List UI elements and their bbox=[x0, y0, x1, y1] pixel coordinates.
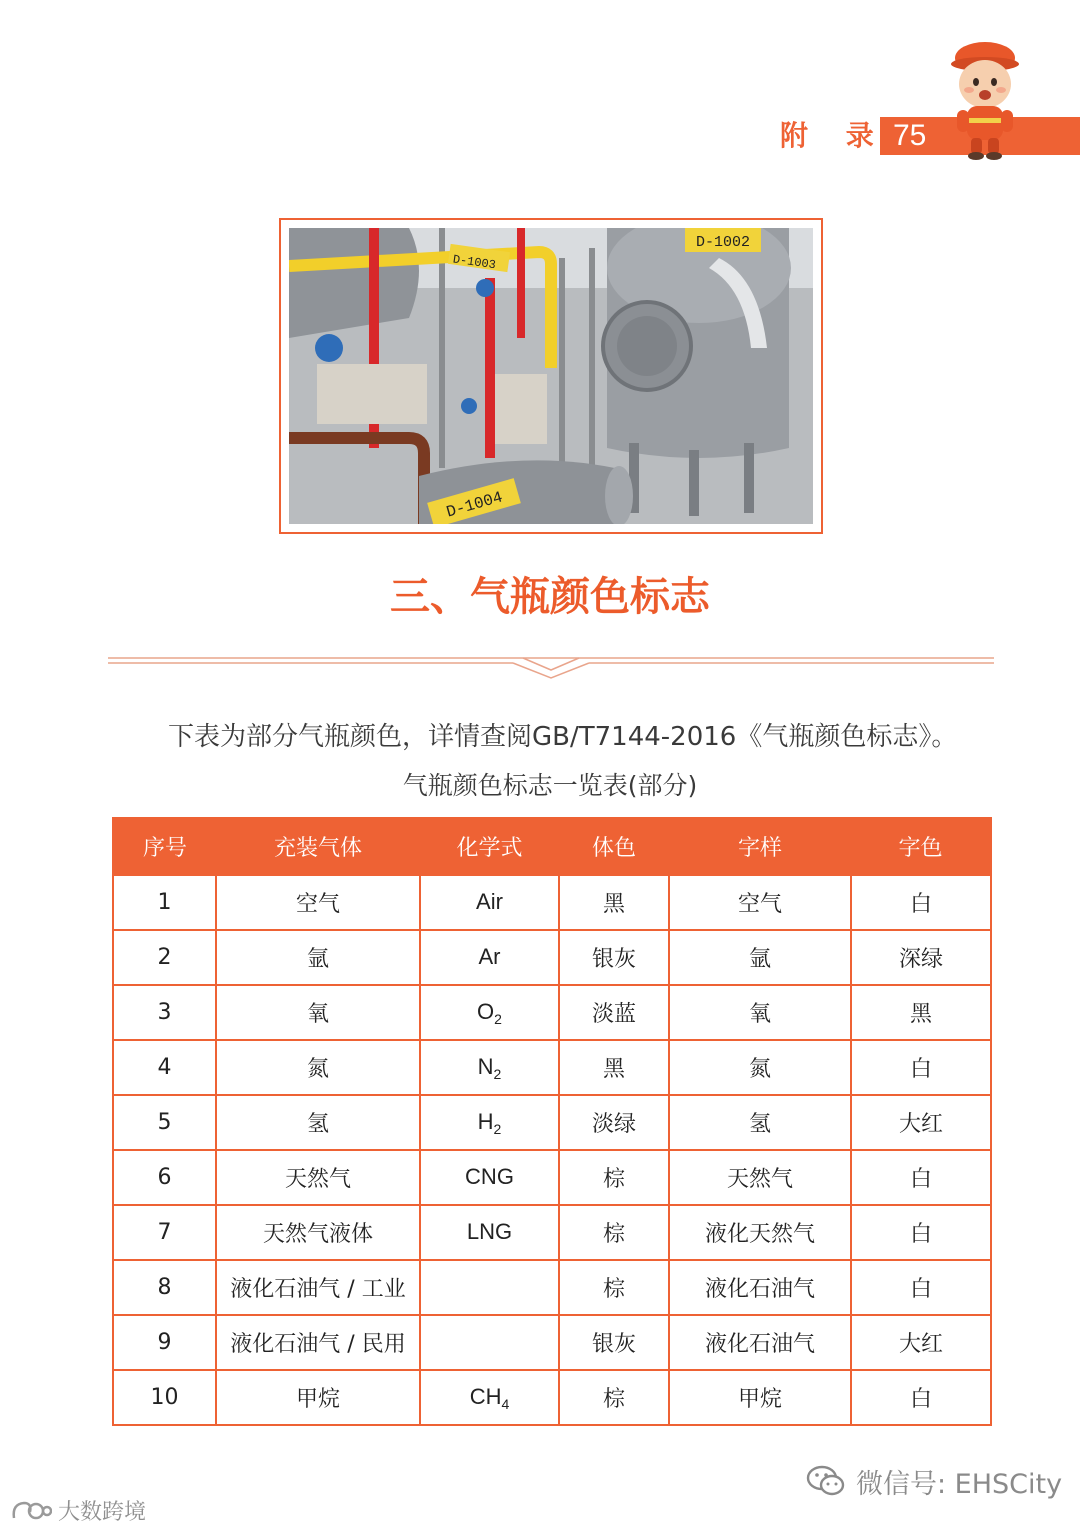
section-heading: 三、气瓶颜色标志 bbox=[390, 574, 710, 620]
cell-formula: $N_2$ bbox=[420, 1040, 559, 1095]
wechat-icon bbox=[806, 1463, 846, 1499]
mascot-illustration bbox=[943, 38, 1027, 160]
header-text-color: 字色 bbox=[851, 818, 991, 875]
cell-text-color: 白 bbox=[851, 1040, 991, 1095]
wechat-watermark bbox=[806, 1459, 1062, 1503]
cell-gas: 空气 bbox=[216, 875, 420, 930]
header-body-color: 体色 bbox=[559, 818, 669, 875]
cell-text-color: 大红 bbox=[851, 1315, 991, 1370]
cell-body-color: 淡绿 bbox=[559, 1095, 669, 1150]
cell-text-color: 深绿 bbox=[851, 930, 991, 985]
cell-body-color: 棕 bbox=[559, 1205, 669, 1260]
cell-no: 1 bbox=[113, 875, 216, 930]
cell-text-color: 白 bbox=[851, 1370, 991, 1425]
tank-label-left: D-1003 bbox=[451, 252, 497, 273]
corner-watermark-text: 大数跨境 bbox=[58, 1500, 147, 1525]
table-row bbox=[113, 875, 991, 930]
cell-formula: $O_2$ bbox=[420, 985, 559, 1040]
cell-body-color: 棕 bbox=[559, 1370, 669, 1425]
cell-gas: 液化石油气 / 工业 bbox=[216, 1260, 420, 1315]
cell-no: 6 bbox=[113, 1150, 216, 1205]
tank-label-top: D-1002 bbox=[695, 234, 751, 251]
cell-gas: 甲烷 bbox=[216, 1370, 420, 1425]
table-row bbox=[113, 1095, 991, 1150]
brand-logo-icon bbox=[10, 1498, 52, 1524]
cell-no: 2 bbox=[113, 930, 216, 985]
cell-body-color: 黑 bbox=[559, 875, 669, 930]
cell-body-color: 黑 bbox=[559, 1040, 669, 1095]
cell-no: 3 bbox=[113, 985, 216, 1040]
cell-formula: $H_2$ bbox=[420, 1095, 559, 1150]
industrial-tank-photo bbox=[289, 228, 813, 524]
cell-body-color: 银灰 bbox=[559, 930, 669, 985]
section-label: 附 录 bbox=[780, 119, 888, 152]
table-row bbox=[113, 1150, 991, 1205]
table-row bbox=[113, 1370, 991, 1425]
cell-text: 氩 bbox=[669, 930, 851, 985]
cell-text: 氧 bbox=[669, 985, 851, 1040]
cell-text-color: 大红 bbox=[851, 1095, 991, 1150]
corner-watermark bbox=[10, 1495, 146, 1526]
intro-text: 下表为部分气瓶颜色，详情查阅GB/T7144-2016《气瓶颜色标志》。 bbox=[168, 722, 958, 752]
cell-no: 5 bbox=[113, 1095, 216, 1150]
cell-text-color: 白 bbox=[851, 1260, 991, 1315]
cell-gas: 液化石油气 / 民用 bbox=[216, 1315, 420, 1370]
table-header-row bbox=[113, 818, 991, 875]
cell-text-color: 白 bbox=[851, 1205, 991, 1260]
cell-text: 液化天然气 bbox=[669, 1205, 851, 1260]
table-row bbox=[113, 930, 991, 985]
header-gas: 充装气体 bbox=[216, 818, 420, 875]
cell-body-color: 银灰 bbox=[559, 1315, 669, 1370]
cell-formula: $CH_4$ bbox=[420, 1370, 559, 1425]
cell-text-color: 白 bbox=[851, 1150, 991, 1205]
cell-no: 9 bbox=[113, 1315, 216, 1370]
cell-text: 氮 bbox=[669, 1040, 851, 1095]
cell-no: 10 bbox=[113, 1370, 216, 1425]
page-number: 75 bbox=[893, 119, 927, 152]
tank-label-bottom: D-1004 bbox=[444, 488, 505, 522]
cell-text: 液化石油气 bbox=[669, 1260, 851, 1315]
cell-text: 空气 bbox=[669, 875, 851, 930]
table-row bbox=[113, 1205, 991, 1260]
cell-body-color: 淡蓝 bbox=[559, 985, 669, 1040]
header-text: 字样 bbox=[669, 818, 851, 875]
cell-gas: 氢 bbox=[216, 1095, 420, 1150]
table-row bbox=[113, 985, 991, 1040]
header-no: 序号 bbox=[113, 818, 216, 875]
table-caption: 气瓶颜色标志一览表(部分) bbox=[402, 771, 698, 800]
cell-formula bbox=[420, 1315, 559, 1370]
table-row bbox=[113, 1260, 991, 1315]
cell-text: 甲烷 bbox=[669, 1370, 851, 1425]
cell-text: 氢 bbox=[669, 1095, 851, 1150]
table-row bbox=[113, 1040, 991, 1095]
cell-text-color: 黑 bbox=[851, 985, 991, 1040]
cell-gas: 氮 bbox=[216, 1040, 420, 1095]
cell-gas: 氧 bbox=[216, 985, 420, 1040]
cell-no: 8 bbox=[113, 1260, 216, 1315]
header-formula: 化学式 bbox=[420, 818, 559, 875]
cell-no: 7 bbox=[113, 1205, 216, 1260]
section-divider bbox=[108, 650, 994, 680]
cell-formula bbox=[420, 1260, 559, 1315]
cell-formula: Ar bbox=[420, 930, 559, 985]
cell-formula: CNG bbox=[420, 1150, 559, 1205]
cell-gas: 天然气 bbox=[216, 1150, 420, 1205]
gas-cylinder-color-table bbox=[112, 817, 992, 1426]
cell-no: 4 bbox=[113, 1040, 216, 1095]
cell-text: 天然气 bbox=[669, 1150, 851, 1205]
photo-frame bbox=[279, 218, 823, 534]
cell-text-color: 白 bbox=[851, 875, 991, 930]
cell-gas: 氩 bbox=[216, 930, 420, 985]
cell-formula: Air bbox=[420, 875, 559, 930]
cell-formula: LNG bbox=[420, 1205, 559, 1260]
wechat-id-text: 微信号: EHSCity bbox=[856, 1468, 1063, 1500]
cell-text: 液化石油气 bbox=[669, 1315, 851, 1370]
cell-body-color: 棕 bbox=[559, 1260, 669, 1315]
cell-body-color: 棕 bbox=[559, 1150, 669, 1205]
cell-gas: 天然气液体 bbox=[216, 1205, 420, 1260]
table-row bbox=[113, 1315, 991, 1370]
